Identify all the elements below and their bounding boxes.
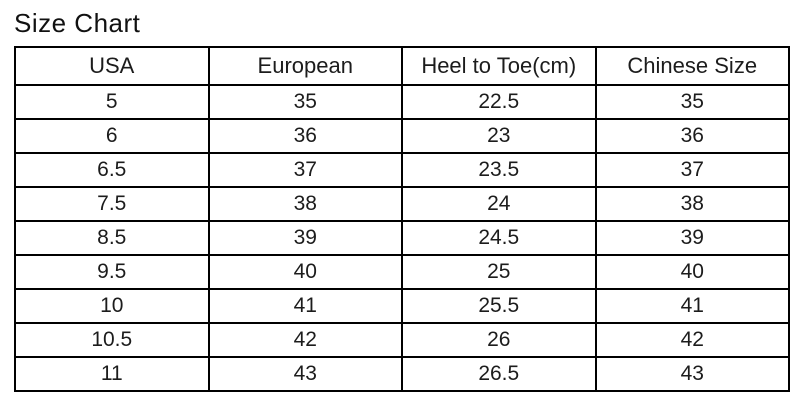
table-cell: 36 (596, 119, 790, 153)
table-cell: 41 (209, 289, 403, 323)
table-cell: 8.5 (15, 221, 209, 255)
table-cell: 11 (15, 357, 209, 391)
table-row (15, 255, 789, 289)
column-header: European (209, 47, 403, 85)
table-row (15, 289, 789, 323)
table-cell: 43 (596, 357, 790, 391)
table-row (15, 221, 789, 255)
table-cell: 37 (596, 153, 790, 187)
size-conversion-table (14, 46, 790, 392)
table-cell: 6.5 (15, 153, 209, 187)
table-cell: 42 (596, 323, 790, 357)
table-cell: 38 (209, 187, 403, 221)
table-cell: 25 (402, 255, 596, 289)
table-cell: 41 (596, 289, 790, 323)
table-cell: 10 (15, 289, 209, 323)
table-cell: 39 (596, 221, 790, 255)
table-cell: 43 (209, 357, 403, 391)
table-header (15, 47, 789, 85)
table-row (15, 323, 789, 357)
table-cell: 5 (15, 85, 209, 119)
column-header: Chinese Size (596, 47, 790, 85)
table-cell: 40 (596, 255, 790, 289)
table-cell: 10.5 (15, 323, 209, 357)
table-cell: 22.5 (402, 85, 596, 119)
table-row (15, 119, 789, 153)
table-cell: 7.5 (15, 187, 209, 221)
table-cell: 25.5 (402, 289, 596, 323)
table-cell: 23.5 (402, 153, 596, 187)
table-row (15, 357, 789, 391)
table-cell: 26.5 (402, 357, 596, 391)
table-cell: 24.5 (402, 221, 596, 255)
page-title: Size Chart (14, 8, 141, 38)
table-header-row (15, 47, 789, 85)
table-cell: 38 (596, 187, 790, 221)
column-header: Heel to Toe(cm) (402, 47, 596, 85)
column-header: USA (15, 47, 209, 85)
table-cell: 36 (209, 119, 403, 153)
table-cell: 24 (402, 187, 596, 221)
table-cell: 35 (596, 85, 790, 119)
table-cell: 42 (209, 323, 403, 357)
table-cell: 6 (15, 119, 209, 153)
table-cell: 37 (209, 153, 403, 187)
table-cell: 9.5 (15, 255, 209, 289)
table-cell: 40 (209, 255, 403, 289)
table-cell: 35 (209, 85, 403, 119)
table-body (15, 85, 789, 391)
table-cell: 23 (402, 119, 596, 153)
table-cell: 26 (402, 323, 596, 357)
table-row (15, 153, 789, 187)
table-row (15, 85, 789, 119)
table-cell: 39 (209, 221, 403, 255)
table-row (15, 187, 789, 221)
